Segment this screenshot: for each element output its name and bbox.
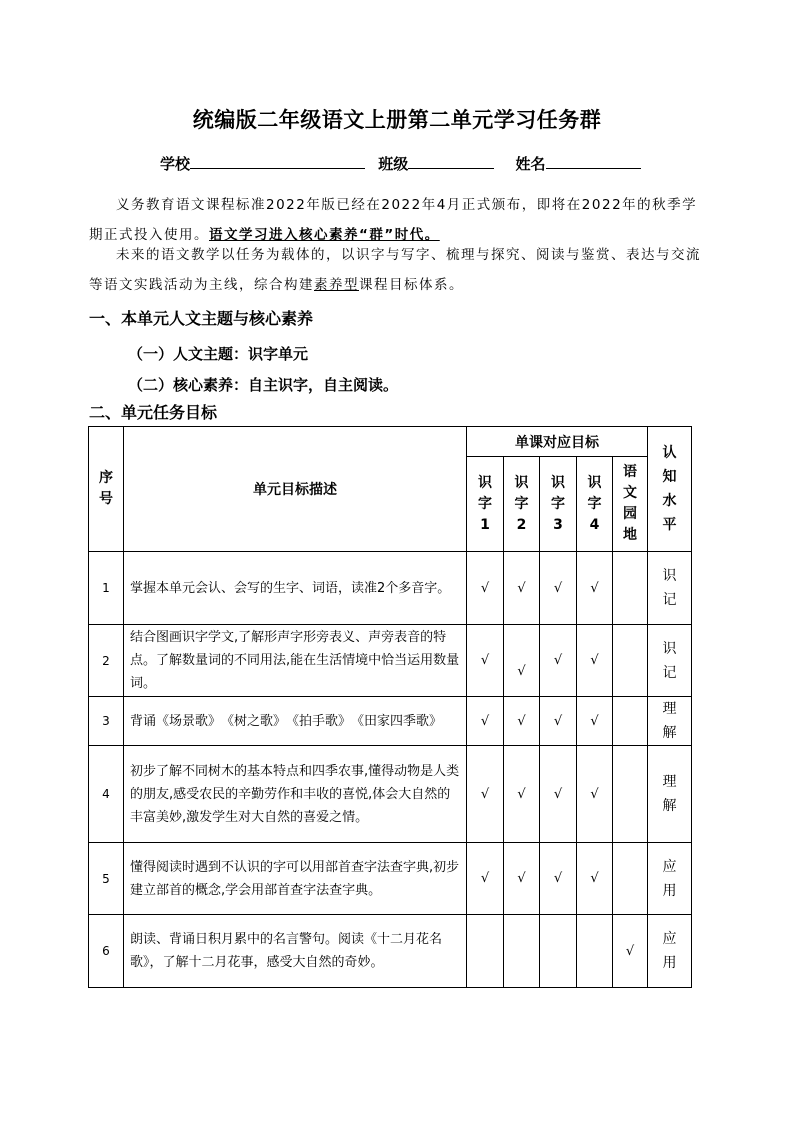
intro-paragraph-2 [89,240,709,300]
row-check: √ [577,552,613,625]
row-check: √ [504,625,540,697]
row-check: √ [504,552,540,625]
row-check: √ [540,843,577,915]
table-row [89,746,692,843]
row-check [613,697,648,746]
school-blank[interactable] [190,154,365,169]
page-title: 统编版二年级语文上册第二单元学习任务群 [192,107,602,132]
row-desc: 背诵《场景歌》 《树之歌》 《拍手歌》 《田家四季歌》 [124,697,467,746]
header-lesson-4: 识 字 4 [577,457,613,552]
intro-p2-underline: 素养型 [314,277,359,293]
header-lesson-3: 识 字 3 [540,457,577,552]
row-check [540,915,577,988]
row-check: √ [504,746,540,843]
row-no: 5 [89,843,124,915]
row-check: √ [467,746,504,843]
row-check: √ [577,625,613,697]
row-desc: 掌握本单元会认、会写的生字、词语，读准2个多音字。 [124,552,467,625]
header-lesson-1: 识 字 1 [467,457,504,552]
row-check: √ [577,746,613,843]
name-label: 姓名 [515,155,546,173]
name-blank[interactable] [546,154,641,169]
table-row [89,697,692,746]
row-check: √ [540,746,577,843]
row-no: 6 [89,915,124,988]
row-level: 识 记 [648,552,692,625]
row-level: 识 记 [648,625,692,697]
row-check: √ [467,697,504,746]
row-level: 理 解 [648,697,692,746]
row-check: √ [504,843,540,915]
row-check: √ [504,697,540,746]
class-label: 班级 [378,155,409,173]
header-lesson-2: 识 字 2 [504,457,540,552]
row-no: 3 [89,697,124,746]
table-row [89,625,692,697]
row-desc: 朗读、背诵日积月累中的名言警句。阅读《十二月花名歌》，了解十二月花事，感受大自然的奇妙。 [124,915,467,988]
row-check [577,915,613,988]
section1-heading: 一、本单元人文主题与核心素养 [89,309,314,328]
header-lesson-garden: 语 文 园 地 [613,457,648,552]
header-no: 序 号 [89,427,124,552]
table-header-row-1 [89,427,692,457]
section1-sub2: （二）核心素养：自主识字，自主阅读。 [128,376,399,394]
row-check: √ [613,915,648,988]
header-level: 认 知 水 平 [648,427,692,552]
student-info-line [160,153,641,174]
row-no: 4 [89,746,124,843]
row-check: √ [467,625,504,697]
section1-sub1: （一）人文主题：识字单元 [128,345,309,363]
row-check [613,843,648,915]
row-check [467,915,504,988]
row-check: √ [577,697,613,746]
row-level: 应 用 [648,915,692,988]
intro-p1-text: 义务教育语文课程标准2022年版已经在2022年4月正式颁布，即将在2022年的秋季学期正式投入使用。 [89,197,698,243]
row-check [613,625,648,697]
row-check: √ [540,625,577,697]
row-check [613,746,648,843]
row-level: 应 用 [648,843,692,915]
row-no: 1 [89,552,124,625]
row-desc: 初步了解不同树木的基本特点和四季农事,懂得动物是人类的朋友,感受农民的辛勤劳作和丰收的喜悦,体会大自然的丰富美妙,激发学生对大自然的喜爱之情。 [124,746,467,843]
section2-heading: 二、单元任务目标 [89,403,218,422]
row-desc: 结合图画识字学文,了解形声字形旁表义、声旁表音的特点。了解数量词的不同用法,能在生活情境中恰当运用数量词。 [124,625,467,697]
row-level: 理 解 [648,746,692,843]
school-label: 学校 [160,155,191,173]
goals-table [88,426,692,988]
row-check [613,552,648,625]
row-check: √ [467,552,504,625]
header-desc: 单元目标描述 [124,427,467,552]
table-row [89,843,692,915]
table-row [89,915,692,988]
class-blank[interactable] [408,154,494,169]
header-lesson-group: 单课对应目标 [467,427,648,457]
table-row [89,552,692,625]
row-check: √ [540,552,577,625]
row-check: √ [467,843,504,915]
intro-p1-emphasis: 语文学习进入核心素养“群”时代。 [209,227,440,243]
row-check [504,915,540,988]
row-desc: 懂得阅读时遇到不认识的字可以用部首查字法查字典,初步建立部首的概念,学会用部首查字法查字典。 [124,843,467,915]
row-check: √ [540,697,577,746]
row-no: 2 [89,625,124,697]
row-check: √ [577,843,613,915]
intro-p2-after: 课程目标体系。 [359,277,464,293]
intro-p2-before: 未来的语文教学以任务为载体的，以识字与写字、梳理与探究、阅读与鉴赏、表达与交流等语文实践活动为主线，综合构建 [89,247,701,293]
